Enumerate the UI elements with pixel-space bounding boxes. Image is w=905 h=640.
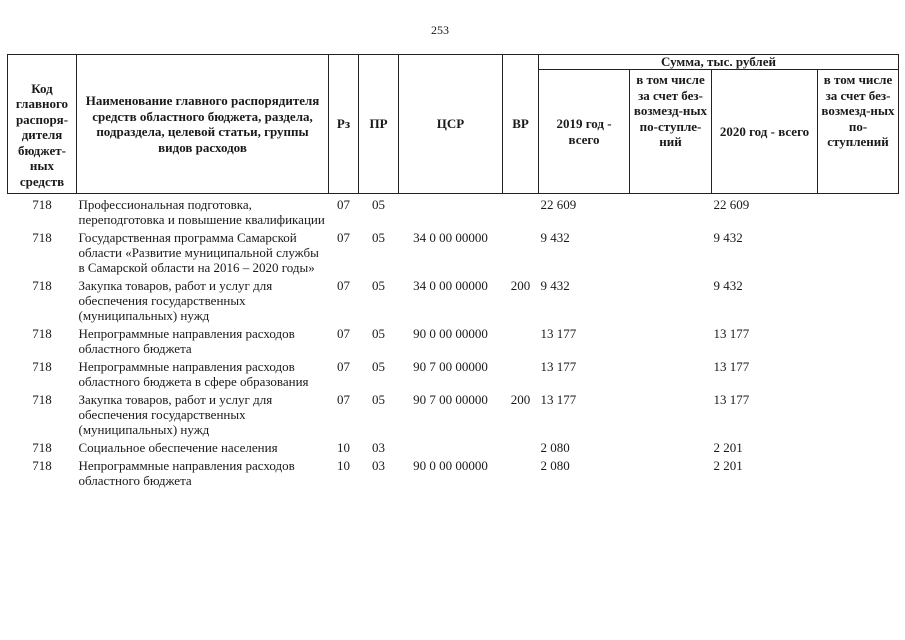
cell-code: 718 <box>32 440 52 455</box>
cell-vr: 200 <box>510 278 531 293</box>
cell-2020-total: 13 177 <box>713 359 750 374</box>
cell-pr: 05 <box>372 326 385 341</box>
cell-2020-total: 13 177 <box>713 326 750 341</box>
header-vr: ВР <box>503 55 539 194</box>
cell-2020-total: 2 201 <box>713 458 743 473</box>
header-rz: Рз <box>329 55 359 194</box>
table-row <box>8 437 899 455</box>
cell-vr <box>503 455 539 488</box>
cell-2020-incl <box>818 275 899 323</box>
cell-2020-incl <box>818 437 899 455</box>
table-row <box>8 455 899 488</box>
cell-2019-total: 13 177 <box>540 326 577 341</box>
cell-rz: 07 <box>337 230 350 245</box>
table-row <box>8 389 899 437</box>
cell-pr: 05 <box>372 230 385 245</box>
cell-csr: 34 0 00 00000 <box>413 278 488 293</box>
cell-2019-incl <box>630 194 712 228</box>
cell-2019-incl <box>630 356 712 389</box>
cell-pr: 03 <box>372 458 385 473</box>
cell-2020-incl <box>818 356 899 389</box>
table-body <box>8 194 899 489</box>
cell-2019-total: 9 432 <box>540 278 570 293</box>
header-sum-group: Сумма, тыс. рублей <box>539 55 899 70</box>
cell-rz: 07 <box>337 278 350 293</box>
cell-rz: 10 <box>337 440 350 455</box>
cell-rz: 07 <box>337 392 350 407</box>
cell-vr <box>503 194 539 228</box>
table-row <box>8 194 899 228</box>
cell-csr: 90 7 00 00000 <box>413 392 488 407</box>
table-row <box>8 275 899 323</box>
cell-csr: 90 0 00 00000 <box>413 458 488 473</box>
header-2020-incl: в том числе за счет без-возмезд-ных по-ступлений <box>818 70 899 194</box>
cell-code: 718 <box>32 359 52 374</box>
table-row <box>8 227 899 275</box>
cell-name: Закупка товаров, работ и услуг для обеспечения государственных (муниципальных) нужд <box>78 278 273 323</box>
cell-vr <box>503 437 539 455</box>
table-header <box>8 55 899 194</box>
cell-2019-incl <box>630 389 712 437</box>
cell-code: 718 <box>32 392 52 407</box>
cell-2020-incl <box>818 227 899 275</box>
cell-2019-total: 13 177 <box>540 392 577 407</box>
header-csr: ЦСР <box>399 55 503 194</box>
cell-csr <box>399 437 503 455</box>
cell-2019-incl <box>630 275 712 323</box>
cell-2020-total: 22 609 <box>713 197 750 212</box>
cell-code: 718 <box>32 278 52 293</box>
cell-2019-total: 22 609 <box>540 197 577 212</box>
cell-rz: 10 <box>337 458 350 473</box>
cell-vr: 200 <box>510 392 531 407</box>
cell-2020-incl <box>818 323 899 356</box>
cell-vr <box>503 323 539 356</box>
cell-rz: 07 <box>337 359 350 374</box>
cell-name: Непрограммные направления расходов областного бюджета <box>78 458 295 488</box>
table-row <box>8 323 899 356</box>
cell-name: Социальное обеспечение населения <box>78 440 278 455</box>
budget-table <box>7 54 899 488</box>
table-row <box>8 356 899 389</box>
cell-csr: 90 7 00 00000 <box>413 359 488 374</box>
cell-pr: 03 <box>372 440 385 455</box>
header-2020-total: 2020 год - всего <box>712 70 818 194</box>
cell-csr: 34 0 00 00000 <box>413 230 488 245</box>
cell-name: Государственная программа Самарской области «Развитие муниципальной службы в Самарской области на 2016 – 2020 годы» <box>78 230 319 275</box>
cell-csr: 90 0 00 00000 <box>413 326 488 341</box>
cell-name: Закупка товаров, работ и услуг для обеспечения государственных (муниципальных) нужд <box>78 392 273 437</box>
cell-code: 718 <box>32 197 52 212</box>
cell-vr <box>503 356 539 389</box>
cell-pr: 05 <box>372 392 385 407</box>
cell-2019-incl <box>630 437 712 455</box>
cell-2020-incl <box>818 194 899 228</box>
cell-code: 718 <box>32 458 52 473</box>
cell-csr <box>399 194 503 228</box>
cell-2019-incl <box>630 227 712 275</box>
cell-2020-total: 9 432 <box>713 230 743 245</box>
cell-code: 718 <box>32 326 52 341</box>
cell-pr: 05 <box>372 197 385 212</box>
header-name: Наименование главного распорядителя средств областного бюджета, раздела, подраздела, целевой статьи, группы видов расходов <box>77 55 329 194</box>
cell-2019-total: 13 177 <box>540 359 577 374</box>
cell-vr <box>503 227 539 275</box>
header-2019-total: 2019 год - всего <box>539 70 630 194</box>
cell-2019-total: 2 080 <box>540 458 570 473</box>
cell-2019-total: 9 432 <box>540 230 570 245</box>
cell-name: Непрограммные направления расходов областного бюджета <box>78 326 295 356</box>
cell-2019-incl <box>630 323 712 356</box>
cell-rz: 07 <box>337 197 350 212</box>
cell-2020-incl <box>818 455 899 488</box>
cell-2020-incl <box>818 389 899 437</box>
cell-name: Профессиональная подготовка, переподготовка и повышение квалификации <box>78 197 325 227</box>
cell-code: 718 <box>32 230 52 245</box>
cell-2019-total: 2 080 <box>540 440 570 455</box>
cell-2020-total: 13 177 <box>713 392 750 407</box>
cell-2020-total: 2 201 <box>713 440 743 455</box>
header-code: Код главного распоря-дителя бюджет-ных средств <box>8 55 77 194</box>
cell-2019-incl <box>630 455 712 488</box>
cell-pr: 05 <box>372 359 385 374</box>
header-2019-incl: в том числе за счет без-возмезд-ных по-ступле-ний <box>630 70 712 194</box>
header-pr: ПР <box>359 55 399 194</box>
cell-pr: 05 <box>372 278 385 293</box>
page-number: 253 <box>431 23 449 37</box>
cell-rz: 07 <box>337 326 350 341</box>
cell-name: Непрограммные направления расходов областного бюджета в сфере образования <box>78 359 309 389</box>
cell-2020-total: 9 432 <box>713 278 743 293</box>
